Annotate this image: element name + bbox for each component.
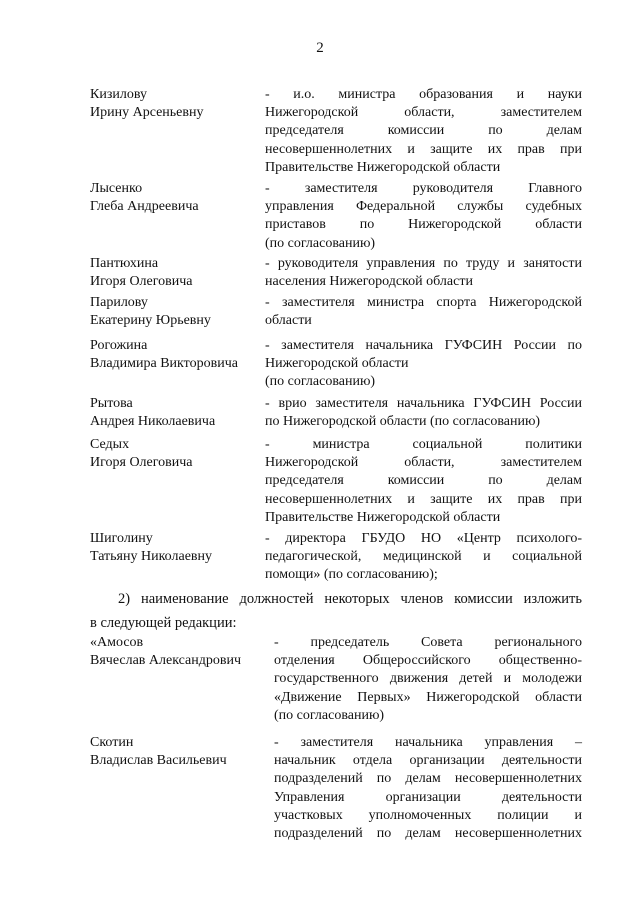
member-given-names: Владимира Викторовича	[90, 356, 238, 372]
member-role	[265, 180, 582, 253]
role-line: государственного движения детей и молодежи	[274, 671, 582, 687]
member-role	[265, 530, 582, 585]
member-role	[265, 337, 582, 392]
role-line: участковых уполномоченных полиции и	[274, 807, 582, 823]
role-line: населения Нижегородской области	[265, 274, 473, 290]
member-name	[90, 734, 265, 770]
member-given-names: Владислав Васильевич	[90, 753, 227, 769]
member-surname: Парилову	[90, 295, 148, 310]
role-line: - председатель Совета регионального	[274, 635, 582, 650]
member-entry	[90, 634, 582, 726]
role-line: приставов по Нижегородской области	[265, 217, 582, 233]
role-line: (по согласованию)	[265, 235, 376, 251]
role-line: Нижегородской области	[265, 356, 409, 372]
role-line: - заместителя начальника ГУФСИН России по	[265, 338, 582, 353]
role-line: помощи» (по согласованию);	[265, 567, 438, 583]
member-given-names: Игоря Олеговича	[90, 274, 193, 290]
role-line: области	[265, 313, 312, 329]
member-surname: Шиголину	[90, 531, 153, 546]
member-entry	[90, 734, 582, 846]
role-line: Управления организации деятельности	[274, 789, 582, 805]
role-line: несовершеннолетних и защите их прав при	[265, 141, 582, 157]
member-given-names: Глеба Андреевича	[90, 199, 199, 215]
member-given-names: Татьяну Николаевну	[90, 549, 213, 565]
role-line: - министра социальной политики	[265, 437, 582, 452]
role-line: несовершеннолетних и защите их прав при	[265, 491, 582, 507]
member-surname: Кизилову	[90, 87, 147, 102]
role-line: председателя комиссии по делам	[265, 123, 582, 139]
member-surname: Пантюхина	[90, 256, 159, 271]
role-line: Нижегородской области, заместителем	[265, 105, 582, 121]
amendment-paragraph: 2) наименование должностей некоторых членов комиссии изложить	[118, 591, 582, 607]
role-line: - врио заместителя начальника ГУФСИН России	[265, 396, 582, 411]
member-given-names: Андрея Николаевича	[90, 414, 216, 430]
member-entry	[90, 395, 582, 433]
member-given-names: Ирину Арсеньевну	[90, 105, 204, 121]
member-name	[90, 530, 265, 566]
member-surname: Лысенко	[90, 181, 143, 196]
role-line: Нижегородской области, заместителем	[265, 455, 582, 471]
amendment-paragraph-continuation: в следующей редакции:	[90, 615, 237, 631]
member-role	[265, 294, 582, 330]
member-name	[90, 180, 265, 216]
member-surname: Рогожина	[90, 338, 148, 353]
member-entry	[90, 530, 582, 586]
role-line: по Нижегородской области (по согласованию)	[265, 414, 541, 430]
member-entry	[90, 436, 582, 528]
role-line: - заместителя министра спорта Нижегородской	[265, 295, 582, 310]
member-entry	[90, 180, 582, 254]
role-line: (по согласованию)	[274, 707, 385, 723]
role-line: «Движение Первых» Нижегородской области	[274, 689, 582, 705]
role-line: Правительстве Нижегородской области	[265, 159, 501, 175]
role-line: (по согласованию)	[265, 374, 376, 390]
member-name	[90, 337, 265, 373]
member-surname: Седых	[90, 437, 130, 452]
role-line: управления Федеральной службы судебных	[265, 199, 582, 215]
member-given-names: Вячеслав Александрович	[90, 653, 242, 669]
member-given-names: Екатерину Юрьевну	[90, 313, 211, 329]
member-surname: «Амосов	[90, 635, 144, 650]
member-name	[90, 255, 265, 291]
member-role	[265, 436, 582, 527]
member-name	[90, 395, 265, 431]
member-entry	[90, 337, 582, 393]
member-role	[265, 255, 582, 291]
member-role	[265, 395, 582, 431]
role-line: - заместителя начальника управления –	[274, 735, 582, 750]
member-name	[90, 634, 265, 670]
member-surname: Рытова	[90, 396, 133, 411]
member-name	[90, 436, 265, 472]
role-line: - и.о. министра образования и науки	[265, 87, 582, 102]
role-line: - руководителя управления по труду и занятости	[265, 256, 582, 271]
member-entry	[90, 294, 582, 332]
member-role	[274, 634, 582, 725]
member-role	[274, 734, 582, 843]
role-line: - директора ГБУДО НО «Центр психолого-	[265, 531, 582, 546]
member-surname: Скотин	[90, 735, 134, 750]
role-line: подразделений по делам несовершеннолетних	[274, 826, 582, 842]
member-given-names: Игоря Олеговича	[90, 455, 193, 471]
member-role	[265, 86, 582, 177]
role-line: - заместителя руководителя Главного	[265, 181, 582, 196]
member-entry	[90, 86, 582, 178]
role-line: педагогической, медицинской и социальной	[265, 549, 582, 565]
role-line: подразделений по делам несовершеннолетних	[274, 771, 582, 787]
role-line: начальник отдела организации деятельности	[274, 753, 582, 769]
role-line: председателя комиссии по делам	[265, 473, 582, 489]
page-number: 2	[316, 40, 324, 56]
role-line: Правительстве Нижегородской области	[265, 509, 501, 525]
member-entry	[90, 255, 582, 293]
member-name	[90, 86, 265, 122]
role-line: отделения Общероссийского общественно-	[274, 653, 582, 669]
member-name	[90, 294, 265, 330]
